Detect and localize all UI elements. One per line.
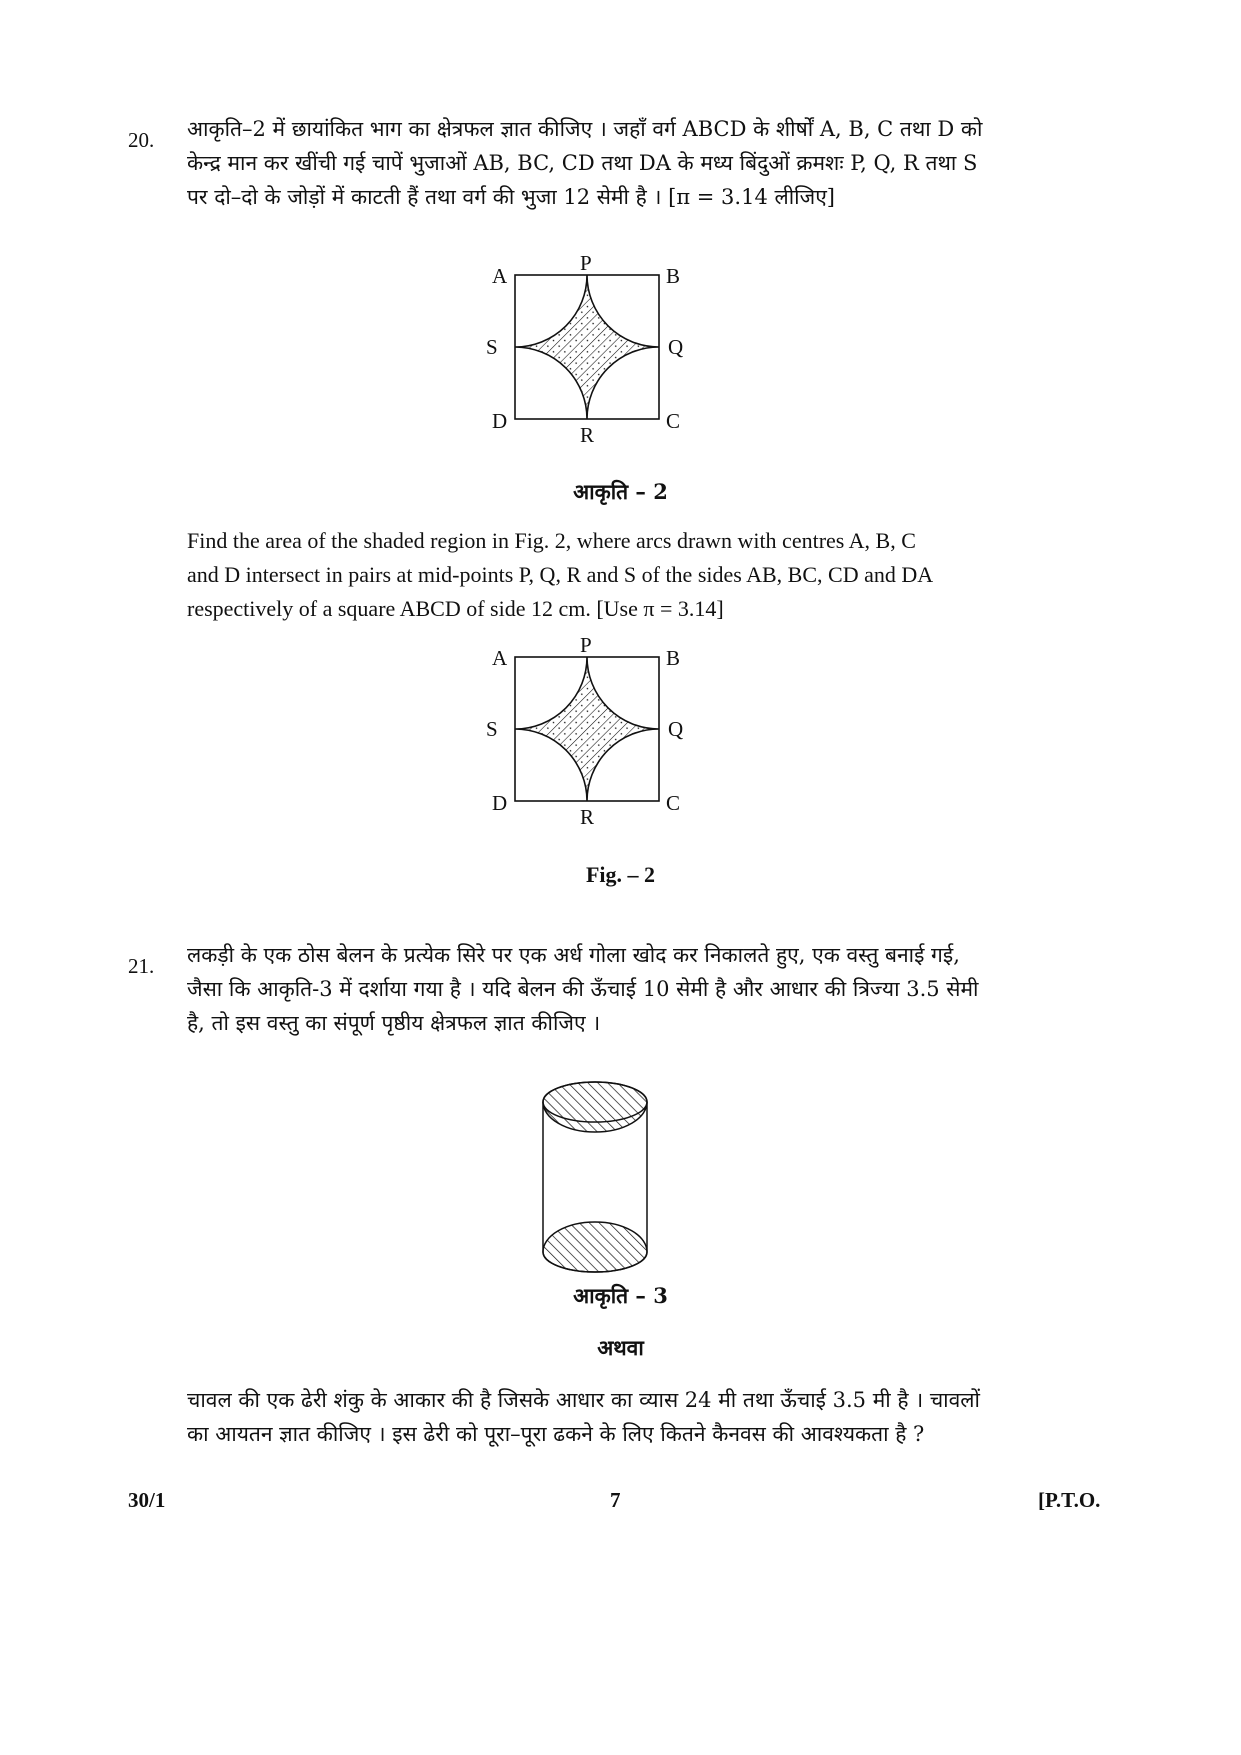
figure-2-hindi — [480, 250, 700, 465]
pto-note: [P.T.O. — [1038, 1488, 1101, 1512]
label-p: P — [580, 251, 592, 275]
text-line: and D intersect in pairs at mid-points P, Q, R and S of the sides AB, BC, CD and DA — [187, 562, 934, 587]
figure-caption: आकृति – 2 — [573, 479, 668, 504]
label-d: D — [492, 409, 508, 433]
question-number: 21. — [128, 954, 155, 978]
question-number: 20. — [128, 128, 155, 152]
shaded-region — [515, 657, 659, 801]
label-r: R — [580, 423, 595, 447]
text-line: respectively of a square ABCD of side 12 cm. [Use π = 3.14] — [187, 596, 724, 621]
label-b: B — [666, 264, 681, 288]
question-text-hindi — [187, 112, 1063, 214]
text-line: केन्द्र मान कर खींची गई चापें भुजाओं AB, BC, CD तथा DA के मध्य बिंदुओं क्रमशः P, Q, R तथा S — [187, 151, 978, 175]
page-number: 7 — [610, 1488, 621, 1512]
shaded-region — [515, 275, 659, 419]
text-line: चावल की एक ढेरी शंकु के आकार की है जिसके आधार का व्यास 24 मी तथा ऊँचाई 3.5 मी है । चावलों — [187, 1388, 980, 1412]
label-c: C — [666, 409, 681, 433]
question-text-english — [187, 524, 1063, 626]
label-b: B — [666, 646, 681, 670]
label-a: A — [492, 264, 508, 288]
label-q: Q — [668, 717, 684, 741]
figure-caption: Fig. – 2 — [585, 862, 656, 887]
label-a: A — [492, 646, 508, 670]
figure-2-english — [480, 632, 700, 847]
figure-3-cylinder — [530, 1075, 660, 1273]
or-label: अथवा — [597, 1335, 644, 1360]
label-p: P — [580, 633, 592, 657]
label-q: Q — [668, 335, 684, 359]
figure-caption: आकृति – 3 — [573, 1283, 668, 1308]
paper-code: 30/1 — [128, 1488, 166, 1512]
label-c: C — [666, 791, 681, 815]
text-line: Find the area of the shaded region in Fig. 2, where arcs drawn with centres A, B, C — [187, 528, 916, 553]
text-line: जैसा कि आकृति-3 में दर्शाया गया है । यदि बेलन की ऊँचाई 10 सेमी है और आधार की त्रिज्या 3.5 सेमी — [187, 977, 979, 1001]
label-r: R — [580, 805, 595, 829]
label-s: S — [486, 335, 498, 359]
text-line: पर दो–दो के जोड़ों में काटती हैं तथा वर्ग की भुजा 12 सेमी है । [π = 3.14 लीजिए] — [187, 185, 835, 209]
text-line: का आयतन ज्ञात कीजिए । इस ढेरी को पूरा–पूरा ढकने के लिए कितने कैनवस की आवश्यकता है ? — [187, 1422, 925, 1446]
text-line: है, तो इस वस्तु का संपूर्ण पृष्ठीय क्षेत्रफल ज्ञात कीजिए । — [187, 1011, 601, 1035]
text-line: आकृति–2 में छायांकित भाग का क्षेत्रफल ज्ञात कीजिए । जहाँ वर्ग ABCD के शीर्षों A, B, C तथा D को — [187, 117, 983, 141]
alternative-question-text — [187, 1383, 1063, 1451]
label-s: S — [486, 717, 498, 741]
question-text-hindi — [187, 938, 1063, 1040]
text-line: लकड़ी के एक ठोस बेलन के प्रत्येक सिरे पर एक अर्ध गोला खोद कर निकालते हुए, एक वस्तु बनाई गई, — [187, 943, 960, 967]
label-d: D — [492, 791, 508, 815]
